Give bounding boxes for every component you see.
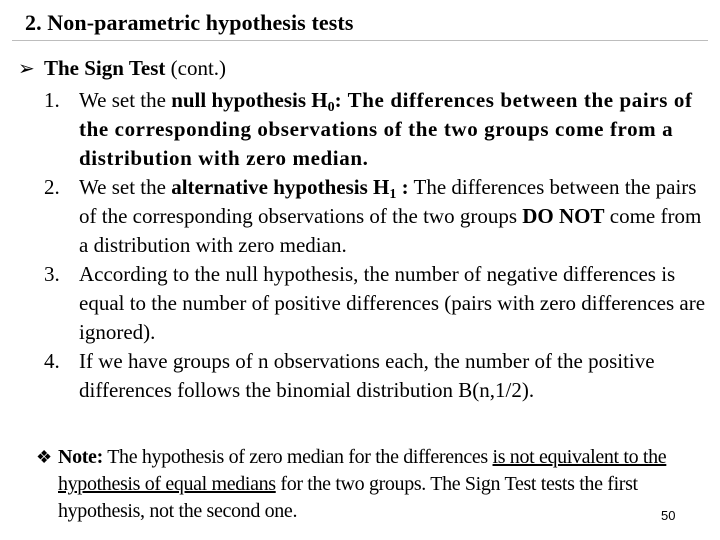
subscript: 0: [327, 100, 335, 115]
main-bullet: [18, 55, 226, 83]
arrow-bullet-icon: ➢: [18, 58, 35, 80]
step-text: We set the: [79, 88, 172, 112]
note-text: for the two groups. The Sign Test tests the first hypothesis, not the second one.: [58, 473, 638, 522]
step-bold: : The differences between the pairs of the corresponding observations of the two groups come from a distribution with zero median.: [79, 88, 693, 170]
list-item-number: 2.: [44, 175, 60, 199]
list-item: [44, 260, 708, 347]
step-text: The differences between the pairs of the corresponding observations of the two groups: [79, 175, 697, 228]
page-number: 50: [661, 508, 676, 523]
slide-title: 2. Non-parametric hypothesis tests: [25, 10, 354, 35]
list-item: [44, 347, 708, 405]
list-item-number: 1.: [44, 88, 60, 112]
bullet-label-bold: The Sign Test: [44, 56, 166, 80]
steps-list: [44, 86, 708, 405]
step-bold: DO NOT: [522, 204, 605, 228]
note-underlined-text: is not equivalent to the hypothesis of equal medians: [58, 446, 667, 495]
step-text: come from a distribution with zero median.: [79, 204, 702, 257]
list-item-number: 4.: [44, 349, 60, 373]
step-bold: alternative hypothesis H: [171, 175, 390, 199]
step-text: According to the null hypothesis, the number of negative differences is equal to the number of positive differences (pairs with zero differences are ignored).: [79, 262, 706, 344]
note-label: Note:: [58, 446, 103, 468]
note-block: [36, 444, 698, 525]
bullet-label-rest: (cont.): [165, 56, 227, 80]
list-item: [44, 86, 708, 173]
title-divider: [12, 40, 708, 41]
step-bold: :: [396, 175, 409, 199]
diamond-bullet-icon: ❖: [36, 447, 52, 467]
list-item: [44, 173, 708, 260]
list-item-number: 3.: [44, 262, 60, 286]
step-text: We set the: [79, 175, 172, 199]
note-text: The hypothesis of zero median for the differences: [102, 446, 493, 468]
step-text: If we have groups of n observations each, the number of the positive differences follows the binomial distribution B(n,1/2).: [79, 349, 655, 402]
step-bold: null hypothesis H: [171, 88, 328, 112]
subscript: 1: [389, 187, 397, 202]
